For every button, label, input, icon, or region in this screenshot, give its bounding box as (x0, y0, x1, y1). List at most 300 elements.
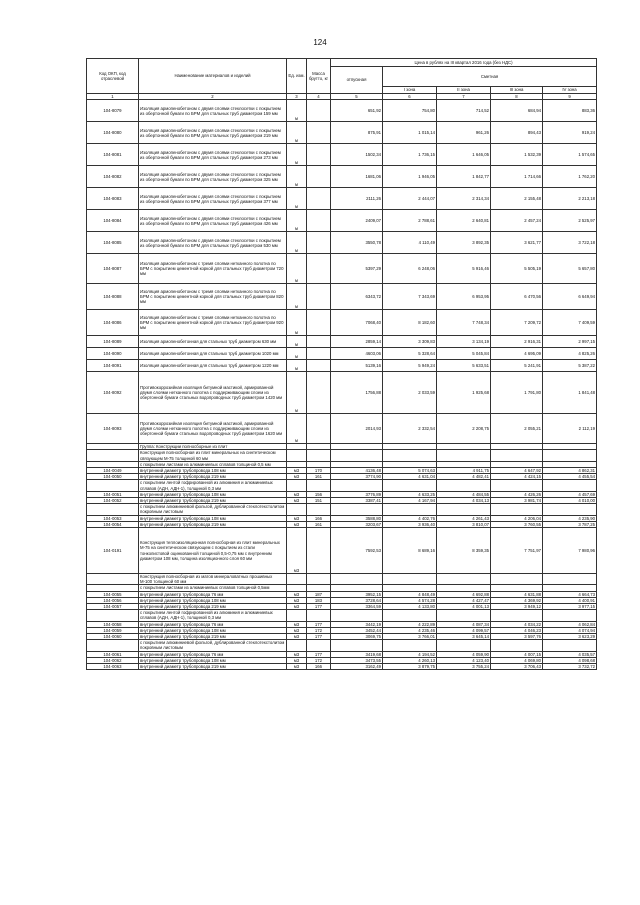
price-otpusk: 1756,88 (331, 372, 383, 414)
empty-cell (383, 640, 437, 651)
price-zone-2: 4 261,43 (437, 515, 491, 521)
price-zone-1: 2 332,54 (383, 414, 437, 444)
price-zone-1: 2 033,59 (383, 372, 437, 414)
price-zone-1: 4 133,80 (383, 604, 437, 610)
price-zone-2: 5 633,51 (437, 360, 491, 372)
price-otpusk: 3728,64 (331, 597, 383, 603)
item-mass (307, 336, 331, 348)
header-smetnaya: Сметная (383, 67, 597, 87)
price-table (86, 58, 597, 670)
price-zone-2: 4 099,57 (437, 627, 491, 633)
item-code: 104-8082 (87, 166, 139, 188)
col-num: 4 (307, 94, 331, 100)
table-row (87, 100, 597, 122)
price-zone-4: 4 455,54 (543, 474, 597, 480)
price-zone-2: 3 645,14 (437, 634, 491, 640)
item-unit: м3 (287, 528, 307, 574)
item-code: 104-0056 (87, 597, 139, 603)
group-header-row (87, 640, 597, 651)
group-header-row (87, 450, 597, 461)
item-code: 104-8086 (87, 310, 139, 336)
header-unit: Ед. изм. (287, 59, 307, 94)
price-otpusk: 5139,16 (331, 360, 383, 372)
group-header-row (87, 610, 597, 621)
group-label: с покрытием лентой гофрированной из алюминия и алюминиевых сплавов (АДН, АДН-1), толщиной 0,3 мм (139, 480, 287, 491)
empty-cell (543, 450, 597, 461)
item-code: 104-8084 (87, 210, 139, 232)
price-zone-4: 4 010,00 (543, 498, 597, 504)
header-code: Код ОКП, код отраслевой (87, 59, 139, 94)
item-name: внутренний диаметр трубопровода 76 мм (139, 621, 287, 627)
item-unit: м (287, 310, 307, 336)
price-zone-4: 1 762,20 (543, 166, 597, 188)
empty-cell (437, 610, 491, 621)
price-zone-3: 5 505,19 (491, 254, 543, 284)
price-otpusk: 1502,34 (331, 144, 383, 166)
price-zone-3: 4 426,26 (491, 491, 543, 497)
price-zone-1: 4 402,76 (383, 515, 437, 521)
empty-cell (543, 504, 597, 515)
item-mass (307, 210, 331, 232)
item-name: внутренний диаметр трубопровода 108 мм (139, 597, 287, 603)
item-code: 104-8093 (87, 414, 139, 444)
group-header-row (87, 504, 597, 515)
price-otpusk: 2859,14 (331, 336, 383, 348)
item-name: внутренний диаметр трубопровода 219 мм (139, 604, 287, 610)
empty-cell (307, 480, 331, 491)
item-mass: 166 (307, 515, 331, 521)
price-zone-3: 4 647,92 (491, 468, 543, 474)
item-mass: 161 (307, 474, 331, 480)
price-zone-3: 2 155,48 (491, 188, 543, 210)
price-zone-3: 3 949,12 (491, 604, 543, 610)
price-zone-2: 5 045,84 (437, 348, 491, 360)
table-row (87, 188, 597, 210)
price-zone-4: 883,36 (543, 100, 597, 122)
price-zone-2: 1 925,68 (437, 372, 491, 414)
item-name: Изоляция армопенобетоном с двумя слоями стеклосетки с покрытием из обертонной бумаги по БРМ для стальных труб диаметром 273 мм (139, 144, 287, 166)
empty-cell (491, 480, 543, 491)
price-zone-3: 2 457,24 (491, 210, 543, 232)
price-zone-4: 6 649,94 (543, 284, 597, 310)
price-zone-2: 1 646,05 (437, 144, 491, 166)
price-zone-2: 8 359,35 (437, 528, 491, 574)
empty-cell (437, 480, 491, 491)
item-unit: м3 (287, 621, 307, 627)
header-price: Цена в рублях на III квартал 2016 года (без НДС) (331, 59, 597, 67)
col-num: 7 (437, 94, 491, 100)
header-zone-2: II зона (437, 87, 491, 94)
price-zone-4: 5 657,80 (543, 254, 597, 284)
item-unit: м (287, 188, 307, 210)
col-num: 1 (87, 94, 139, 100)
price-zone-3: 4 034,22 (491, 621, 543, 627)
table-row (87, 232, 597, 254)
price-zone-4: 5 387,22 (543, 360, 597, 372)
price-zone-1: 1 015,14 (383, 122, 437, 144)
empty-cell (307, 610, 331, 621)
empty-cell (437, 574, 491, 585)
item-name: Изоляция армопенобетоном с двумя слоями стеклосетки с покрытием из обертонной бумаги по БРМ для стальных труб диаметром 530 мм (139, 232, 287, 254)
price-zone-1: 3 766,01 (383, 634, 437, 640)
table-row (87, 372, 597, 414)
price-zone-2: 3 134,19 (437, 336, 491, 348)
item-mass (307, 348, 331, 360)
price-zone-4: 3 732,72 (543, 664, 597, 670)
item-code: 104-8079 (87, 100, 139, 122)
item-mass: 161 (307, 521, 331, 527)
price-zone-3: 4 206,04 (491, 515, 543, 521)
header-zone-4: IV зона (543, 87, 597, 94)
price-zone-4: 2 997,15 (543, 336, 597, 348)
item-name: Изоляция армопенобетонная для стальных труб диаметром 630 мм (139, 336, 287, 348)
price-zone-4: 1 574,65 (543, 144, 597, 166)
price-zone-2: 4 427,47 (437, 597, 491, 603)
col-num: 8 (491, 94, 543, 100)
price-zone-1: 1 946,05 (383, 166, 437, 188)
table-row (87, 254, 597, 284)
group-label: с покрытием алюминиевой фольгой, дублированной стеклотекстолитом покровным листовым (139, 504, 287, 515)
header-zone-1: I зона (383, 87, 437, 94)
item-name: Изоляция армопенобетонная для стальных труб диаметром 1220 мм (139, 360, 287, 372)
price-zone-4: 4 062,84 (543, 621, 597, 627)
empty-cell (287, 610, 307, 621)
price-zone-3: 3 706,43 (491, 664, 543, 670)
item-mass: 172 (307, 657, 331, 663)
price-otpusk: 3069,75 (331, 634, 383, 640)
group-label: с покрытием листами из алюминиевых сплавов толщиной 0,5мм (139, 585, 287, 591)
price-zone-4: 1 841,48 (543, 372, 597, 414)
item-unit: м (287, 284, 307, 310)
empty-cell (307, 450, 331, 461)
item-mass: 166 (307, 664, 331, 670)
empty-cell (331, 610, 383, 621)
item-mass: 177 (307, 604, 331, 610)
price-otpusk: 3162,49 (331, 664, 383, 670)
price-zone-3: 1 714,66 (491, 166, 543, 188)
item-code: 104-8091 (87, 360, 139, 372)
item-unit: м (287, 166, 307, 188)
price-zone-1: 3 936,40 (383, 521, 437, 527)
item-unit: м3 (287, 604, 307, 610)
price-zone-1: 4 194,52 (383, 651, 437, 657)
price-zone-2: 4 034,13 (437, 498, 491, 504)
item-name: Изоляция армопенобетонная для стальных труб диаметром 1020 мм (139, 348, 287, 360)
price-zone-4: 4 235,90 (543, 515, 597, 521)
item-code: 104-0063 (87, 664, 139, 670)
price-otpusk: 7592,53 (331, 528, 383, 574)
price-zone-1: 8 182,60 (383, 310, 437, 336)
table-row (87, 122, 597, 144)
empty-cell (543, 480, 597, 491)
item-mass (307, 232, 331, 254)
item-name: внутренний диаметр трубопровода 76 мм (139, 651, 287, 657)
item-code: 104-8087 (87, 254, 139, 284)
item-name: Изоляция армопенобетоном с двумя слоями стеклосетки с покрытием из обертонной бумаги по БРМ для стальных труб диаметром 426 мм (139, 210, 287, 232)
price-zone-3: 4 695,09 (491, 348, 543, 360)
item-mass: 177 (307, 634, 331, 640)
price-zone-4: 4 098,68 (543, 657, 597, 663)
item-mass (307, 166, 331, 188)
table-row (87, 360, 597, 372)
price-zone-1: 4 633,25 (383, 491, 437, 497)
item-unit: м (287, 144, 307, 166)
empty-cell (491, 574, 543, 585)
price-otpusk: 4136,48 (331, 468, 383, 474)
price-zone-3: 684,94 (491, 100, 543, 122)
price-zone-1: 6 248,06 (383, 254, 437, 284)
item-unit: м (287, 360, 307, 372)
price-zone-1: 1 736,15 (383, 144, 437, 166)
price-zone-1: 754,80 (383, 100, 437, 122)
empty-cell (383, 504, 437, 515)
price-otpusk: 3473,55 (331, 657, 383, 663)
table-row (87, 664, 597, 670)
price-zone-3: 4 046,23 (491, 627, 543, 633)
item-mass (307, 254, 331, 284)
price-zone-4: 3 787,25 (543, 521, 597, 527)
price-zone-2: 2 314,34 (437, 188, 491, 210)
item-mass (307, 372, 331, 414)
price-zone-2: 3 810,07 (437, 521, 491, 527)
empty-cell (87, 504, 139, 515)
price-zone-3: 4 069,80 (491, 657, 543, 663)
price-otpusk: 6343,72 (331, 284, 383, 310)
item-code: 104-8085 (87, 232, 139, 254)
price-zone-3: 4 007,15 (491, 651, 543, 657)
item-code: 104-0055 (87, 591, 139, 597)
item-name: внутренний диаметр трубопровода 108 мм (139, 515, 287, 521)
item-code: 104-0049 (87, 468, 139, 474)
item-name: Изоляция армопенобетоном с двумя слоями стеклосетки с покрытием из обертонной бумаги по БРМ для стальных труб диаметром 325 мм (139, 166, 287, 188)
item-name: внутренний диаметр трубопровода 76 мм (139, 591, 287, 597)
header-otpusk: отпускная (331, 67, 383, 94)
price-zone-4: 4 664,73 (543, 591, 597, 597)
empty-cell (437, 504, 491, 515)
empty-cell (287, 574, 307, 585)
price-zone-3: 2 055,21 (491, 414, 543, 444)
price-zone-4: 7 409,59 (543, 310, 597, 336)
item-mass (307, 100, 331, 122)
price-zone-1: 5 949,24 (383, 360, 437, 372)
price-zone-2: 4 482,41 (437, 474, 491, 480)
price-zone-1: 4 848,49 (383, 591, 437, 597)
item-code: 104-0191 (87, 528, 139, 574)
price-zone-3: 4 424,15 (491, 474, 543, 480)
empty-cell (287, 480, 307, 491)
price-zone-3: 1 532,39 (491, 144, 543, 166)
item-name: Изоляция армопенобетоном с тремя слоями нетканного полотна по БРМ с покрытием цементной коркой для стальных труб диаметром 720 мм (139, 254, 287, 284)
price-otpusk: 3952,15 (331, 591, 383, 597)
price-zone-2: 4 911,75 (437, 468, 491, 474)
price-zone-1: 2 444,07 (383, 188, 437, 210)
item-code: 104-0050 (87, 474, 139, 480)
item-unit: м3 (287, 468, 307, 474)
price-zone-3: 3 760,55 (491, 521, 543, 527)
empty-cell (383, 450, 437, 461)
price-zone-2: 2 640,81 (437, 210, 491, 232)
item-name: Изоляция армопенобетоном с двумя слоями стеклосетки с покрытием из обертонной бумаги по БРМ для стальных труб диаметром 159 мм (139, 100, 287, 122)
item-name: Противокоррозийная изоляция битумной мастикой, армированной двумя слоями нетканного полотна с поддерживающим слоем из обертонной бумаги стальных водопроводных труб диаметром 1420 мм (139, 372, 287, 414)
empty-cell (307, 640, 331, 651)
empty-cell (87, 574, 139, 585)
group-header-row (87, 574, 597, 585)
price-zone-1: 4 260,13 (383, 657, 437, 663)
price-zone-4: 2 213,18 (543, 188, 597, 210)
price-otpusk: 3442,19 (331, 621, 383, 627)
table-row (87, 310, 597, 336)
price-zone-3: 7 209,72 (491, 310, 543, 336)
col-num: 3 (287, 94, 307, 100)
price-zone-2: 6 953,95 (437, 284, 491, 310)
empty-cell (287, 504, 307, 515)
price-zone-3: 4 369,92 (491, 597, 543, 603)
price-zone-4: 4 457,69 (543, 491, 597, 497)
price-zone-1: 2 788,61 (383, 210, 437, 232)
col-num: 9 (543, 94, 597, 100)
item-code: 104-0052 (87, 498, 139, 504)
item-unit: м3 (287, 521, 307, 527)
item-mass (307, 188, 331, 210)
item-code: 104-0058 (87, 621, 139, 627)
item-name: внутренний диаметр трубопровода 108 мм (139, 491, 287, 497)
price-zone-2: 4 087,34 (437, 621, 491, 627)
price-zone-2: 1 842,77 (437, 166, 491, 188)
price-zone-1: 7 343,69 (383, 284, 437, 310)
empty-cell (307, 504, 331, 515)
item-name: внутренний диаметр трубопровода 219 мм (139, 474, 287, 480)
price-zone-2: 4 123,40 (437, 657, 491, 663)
item-name: внутренний диаметр трубопровода 108 мм (139, 468, 287, 474)
group-label: с покрытием листами из алюминиевых сплавов толщиной 0,5 мм (139, 461, 287, 467)
col-num: 5 (331, 94, 383, 100)
price-zone-2: 7 748,34 (437, 310, 491, 336)
table-row (87, 166, 597, 188)
empty-cell (307, 574, 331, 585)
group-label: Группа: Конструкции полносборные из плит (139, 444, 287, 450)
price-zone-1: 3 879,75 (383, 664, 437, 670)
item-unit: м3 (287, 597, 307, 603)
table-row (87, 528, 597, 574)
item-name: внутренний диаметр трубопровода 219 мм (139, 634, 287, 640)
item-code: 104-8092 (87, 372, 139, 414)
price-zone-2: 4 059,90 (437, 651, 491, 657)
item-unit: м3 (287, 591, 307, 597)
item-unit: м (287, 414, 307, 444)
price-otpusk: 3776,89 (331, 491, 383, 497)
price-otpusk: 7068,40 (331, 310, 383, 336)
item-name: внутренний диаметр трубопровода 108 мм (139, 627, 287, 633)
item-name: Изоляция армопенобетоном с тремя слоями нетканного полотна по БРМ с покрытием цементной коркой для стальных труб диаметром 920 мм (139, 310, 287, 336)
item-mass: 187 (307, 591, 331, 597)
price-otpusk: 2111,26 (331, 188, 383, 210)
price-otpusk: 651,92 (331, 100, 383, 122)
page-number: 124 (313, 38, 327, 47)
price-zone-2: 2 208,75 (437, 414, 491, 444)
empty-cell (87, 610, 139, 621)
empty-cell (87, 640, 139, 651)
item-name: Конструкция теплоизоляционная полносборная из плит минеральных М-75 на синтетическом связующем с покрытием из стали тонколистовой оцинкованной толщиной 0,5-0,75 мм с внутренним диаметром 108 мм, толщина изоляционного слоя 60 мм (139, 528, 287, 574)
item-unit: м (287, 254, 307, 284)
price-zone-4: 919,24 (543, 122, 597, 144)
header-zone-3: III зона (491, 87, 543, 94)
price-zone-1: 4 110,49 (383, 232, 437, 254)
item-code: 104-0059 (87, 627, 139, 633)
item-unit: м3 (287, 491, 307, 497)
item-unit: м3 (287, 498, 307, 504)
empty-cell (383, 574, 437, 585)
price-zone-2: 4 692,88 (437, 591, 491, 597)
item-unit: м3 (287, 515, 307, 521)
price-zone-2: 5 916,46 (437, 254, 491, 284)
empty-cell (287, 640, 307, 651)
item-name: внутренний диаметр трубопровода 219 мм (139, 498, 287, 504)
item-code: 104-8081 (87, 144, 139, 166)
price-otpusk: 1681,06 (331, 166, 383, 188)
empty-cell (437, 450, 491, 461)
empty-cell (543, 640, 597, 651)
group-label: Конструкция полносборная из плит минеральных на синтетическом связующем М-75 толщиной 60 мм (139, 450, 287, 461)
header-name: Наименование материалов и изделий (139, 59, 287, 94)
empty-cell (491, 450, 543, 461)
price-zone-4: 2 112,19 (543, 414, 597, 444)
item-code: 104-0060 (87, 634, 139, 640)
empty-cell (87, 480, 139, 491)
empty-cell (331, 480, 383, 491)
item-mass: 183 (307, 597, 331, 603)
item-code: 104-8080 (87, 122, 139, 144)
item-mass (307, 144, 331, 166)
price-otpusk: 2409,07 (331, 210, 383, 232)
item-mass: 177 (307, 651, 331, 657)
item-code: 104-0057 (87, 604, 139, 610)
price-zone-2: 714,52 (437, 100, 491, 122)
price-otpusk: 3387,41 (331, 498, 383, 504)
item-name: Изоляция армопенобетоном с двумя слоями стеклосетки с покрытием из обертонной бумаги по БРМ для стальных труб диаметром 377 мм (139, 188, 287, 210)
table-row (87, 414, 597, 444)
item-code: 104-0061 (87, 651, 139, 657)
empty-cell (331, 574, 383, 585)
table-row (87, 348, 597, 360)
empty-cell (331, 504, 383, 515)
col-num: 2 (139, 94, 287, 100)
price-zone-2: 4 484,55 (437, 491, 491, 497)
item-unit: м (287, 100, 307, 122)
item-unit: м3 (287, 634, 307, 640)
item-unit: м (287, 372, 307, 414)
item-unit: м3 (287, 651, 307, 657)
item-unit: м (287, 122, 307, 144)
price-zone-4: 4 400,91 (543, 597, 597, 603)
price-zone-4: 4 074,94 (543, 627, 597, 633)
empty-cell (383, 610, 437, 621)
price-otpusk: 3364,59 (331, 604, 383, 610)
price-zone-3: 5 241,91 (491, 360, 543, 372)
item-mass: 156 (307, 491, 331, 497)
price-zone-1: 4 631,04 (383, 474, 437, 480)
item-mass: 177 (307, 621, 331, 627)
price-zone-1: 4 167,94 (383, 498, 437, 504)
price-zone-1: 3 309,83 (383, 336, 437, 348)
item-unit: м3 (287, 474, 307, 480)
item-unit: м3 (287, 664, 307, 670)
price-zone-4: 4 035,57 (543, 651, 597, 657)
price-otpusk: 3774,90 (331, 474, 383, 480)
item-code: 104-0062 (87, 657, 139, 663)
price-otpusk: 2014,93 (331, 414, 383, 444)
group-label: с покрытием алюминиевой фольгой, дублированной стеклотекстолитом покровным листовым (139, 640, 287, 651)
price-otpusk: 3550,78 (331, 232, 383, 254)
